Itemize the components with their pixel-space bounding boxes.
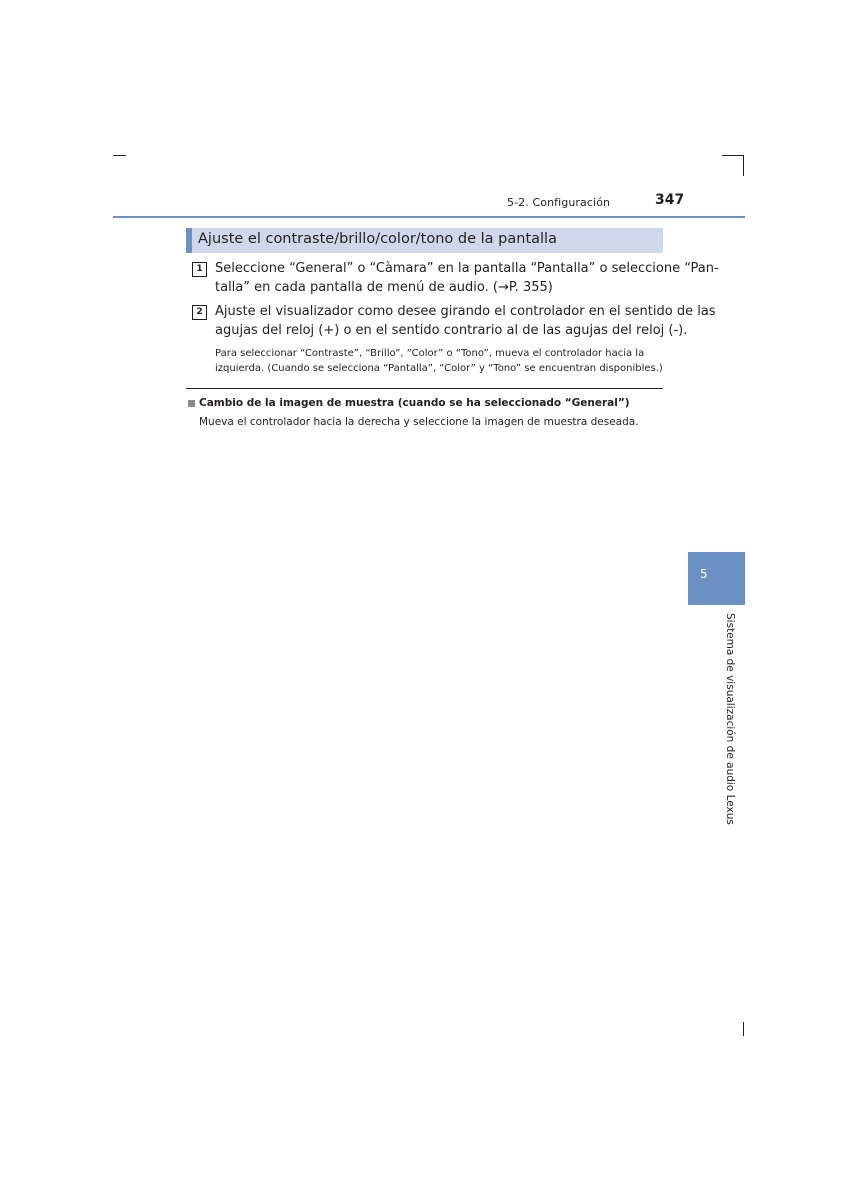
step-number-1: 1 bbox=[192, 262, 207, 277]
chapter-tab bbox=[688, 552, 745, 605]
square-bullet-icon bbox=[188, 400, 195, 407]
step-1-line-2: talla” en cada pantalla de menú de audio. (→P. 355) bbox=[215, 280, 553, 295]
title-accent-stripe bbox=[186, 228, 192, 253]
step-1-line-1: Seleccione “General” o “Càmara” en la pantalla “Pantalla” o seleccione “Pan- bbox=[215, 261, 719, 276]
crop-mark-top-right-h bbox=[722, 155, 744, 156]
header-rule bbox=[113, 216, 745, 218]
crop-mark-top-right-v bbox=[743, 155, 744, 176]
chapter-title: Sistema de visualización de audio Lexus bbox=[724, 613, 736, 825]
step-2-note-line-1: Para seleccionar “Contraste”, “Brillo”, “Color” o “Tono”, mueva el controlador hacia la bbox=[215, 348, 645, 359]
crop-mark-bottom-right bbox=[743, 1022, 744, 1036]
subsection-heading: Cambio de la imagen de muestra (cuando se ha seleccionado “General”) bbox=[199, 397, 630, 409]
section-divider bbox=[186, 388, 663, 389]
crop-mark-top-left bbox=[113, 155, 126, 156]
running-header-section: 5-2. Configuración bbox=[507, 196, 611, 209]
step-2-note-line-2: izquierda. (Cuando se selecciona “Pantalla”, “Color” y “Tono” se encuentran disponibles.) bbox=[215, 363, 663, 374]
step-number-2: 2 bbox=[192, 305, 207, 320]
section-title: Ajuste el contraste/brillo/color/tono de la pantalla bbox=[198, 231, 557, 247]
chapter-number: 5 bbox=[700, 567, 708, 581]
page-number: 347 bbox=[655, 192, 685, 208]
subsection-body: Mueva el controlador hacia la derecha y seleccione la imagen de muestra deseada. bbox=[199, 416, 639, 428]
step-2-line-1: Ajuste el visualizador como desee girando el controlador en el sentido de las bbox=[215, 304, 716, 319]
step-2-line-2: agujas del reloj (+) o en el sentido contrario al de las agujas del reloj (-). bbox=[215, 323, 688, 338]
section-title-bar bbox=[186, 228, 663, 253]
